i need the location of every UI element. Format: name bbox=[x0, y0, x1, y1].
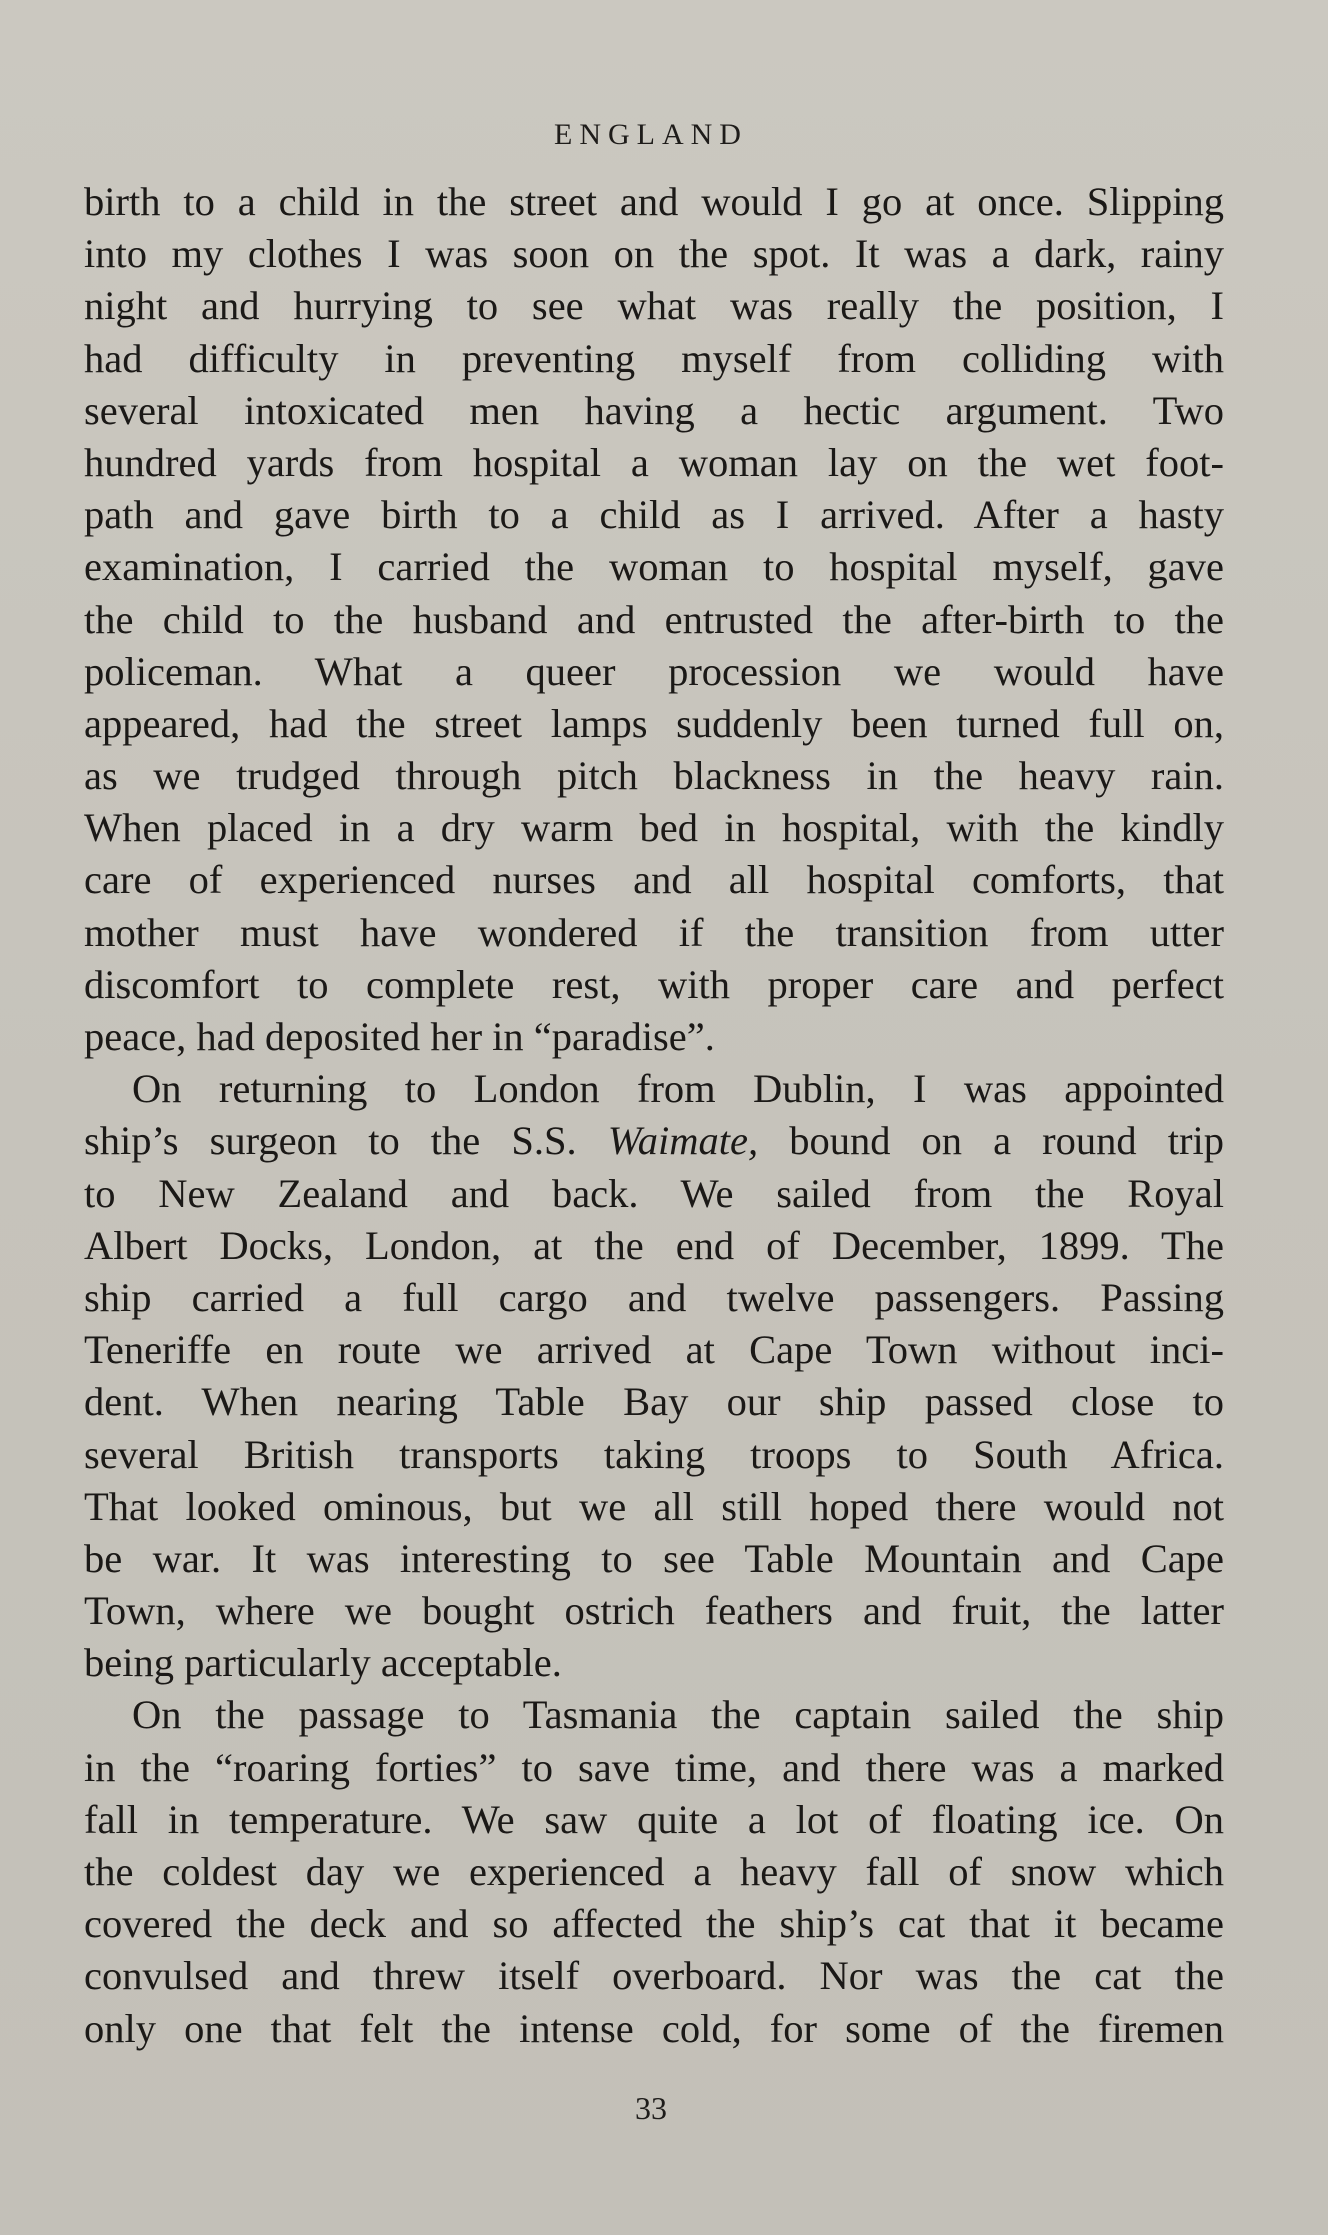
text-line: path and gave birth to a child as I arrived. After a hasty bbox=[84, 492, 1224, 538]
text-line-with-ship-name bbox=[84, 1115, 1224, 1167]
text-line: discomfort to complete rest, with proper care and perfect bbox=[84, 961, 1224, 1007]
text-line: being particularly acceptable. bbox=[84, 1640, 562, 1686]
text-line: Town, where we bought ostrich feathers and fruit, the latter bbox=[84, 1588, 1224, 1634]
text-line: convulsed and threw itself overboard. Nor was the cat the bbox=[84, 1953, 1224, 1999]
body-text bbox=[84, 176, 1224, 2055]
text-line: in the “roaring forties” to save time, and there was a marked bbox=[84, 1744, 1224, 1790]
text-line: night and hurrying to see what was really the position, I bbox=[84, 283, 1224, 329]
text-line: ship carried a full cargo and twelve passengers. Passing bbox=[84, 1274, 1224, 1320]
text-line: into my clothes I was soon on the spot. It was a dark, rainy bbox=[84, 231, 1224, 277]
text-line: to New Zealand and back. We sailed from the Royal bbox=[84, 1170, 1224, 1216]
text-line: On the passage to Tasmania the captain sailed the ship bbox=[132, 1692, 1224, 1738]
text-line: policeman. What a queer procession we would have bbox=[84, 648, 1224, 694]
text-line: fall in temperature. We saw quite a lot of floating ice. On bbox=[84, 1796, 1224, 1842]
text-line: On returning to London from Dublin, I was appointed bbox=[132, 1066, 1224, 1112]
text-line: When placed in a dry warm bed in hospital, with the kindly bbox=[84, 805, 1224, 851]
text-line: covered the deck and so affected the ship’s cat that it became bbox=[84, 1901, 1224, 1947]
text-line: Albert Docks, London, at the end of December, 1899. The bbox=[84, 1222, 1224, 1268]
text-line: be war. It was interesting to see Table Mountain and Cape bbox=[84, 1535, 1224, 1581]
text-segment: ship’s surgeon to the S.S. bbox=[84, 1118, 608, 1164]
paragraph-2 bbox=[84, 1063, 1224, 1689]
text-line: several intoxicated men having a hectic argument. Two bbox=[84, 387, 1224, 433]
text-line: the coldest day we experienced a heavy fall of snow which bbox=[84, 1849, 1224, 1894]
text-line: mother must have wondered if the transition from utter bbox=[84, 909, 1224, 955]
text-line: as we trudged through pitch blackness in the heavy rain. bbox=[84, 753, 1224, 799]
text-line: only one that felt the intense cold, for some of the firemen bbox=[84, 2005, 1224, 2051]
ship-name: Waimate, bbox=[607, 1118, 759, 1164]
paragraph-3 bbox=[84, 1689, 1224, 2054]
text-line: That looked ominous, but we all still hoped there would not bbox=[84, 1483, 1224, 1529]
page-number: 33 bbox=[635, 2090, 667, 2126]
running-head: ENGLAND bbox=[554, 118, 748, 151]
text-line: examination, I carried the woman to hospital myself, gave bbox=[84, 544, 1224, 590]
text-line: appeared, had the street lamps suddenly been turned full on, bbox=[84, 700, 1224, 746]
text-line: several British transports taking troops to South Africa. bbox=[84, 1431, 1224, 1477]
text-line: dent. When nearing Table Bay our ship passed close to bbox=[84, 1379, 1224, 1425]
text-line: care of experienced nurses and all hospital comforts, that bbox=[84, 857, 1224, 903]
text-line: had difficulty in preventing myself from colliding with bbox=[84, 335, 1224, 381]
paragraph-1 bbox=[84, 176, 1224, 1063]
text-line: birth to a child in the street and would I go at once. Slipping bbox=[84, 179, 1224, 224]
text-line: peace, had deposited her in “paradise”. bbox=[84, 1014, 715, 1059]
text-line: the child to the husband and entrusted the after-birth to the bbox=[84, 596, 1224, 642]
text-line: hundred yards from hospital a woman lay on the wet foot- bbox=[84, 439, 1224, 485]
text-segment: bound on a round trip bbox=[758, 1118, 1224, 1164]
text-line: Teneriffe en route we arrived at Cape Town without inci- bbox=[84, 1327, 1224, 1373]
